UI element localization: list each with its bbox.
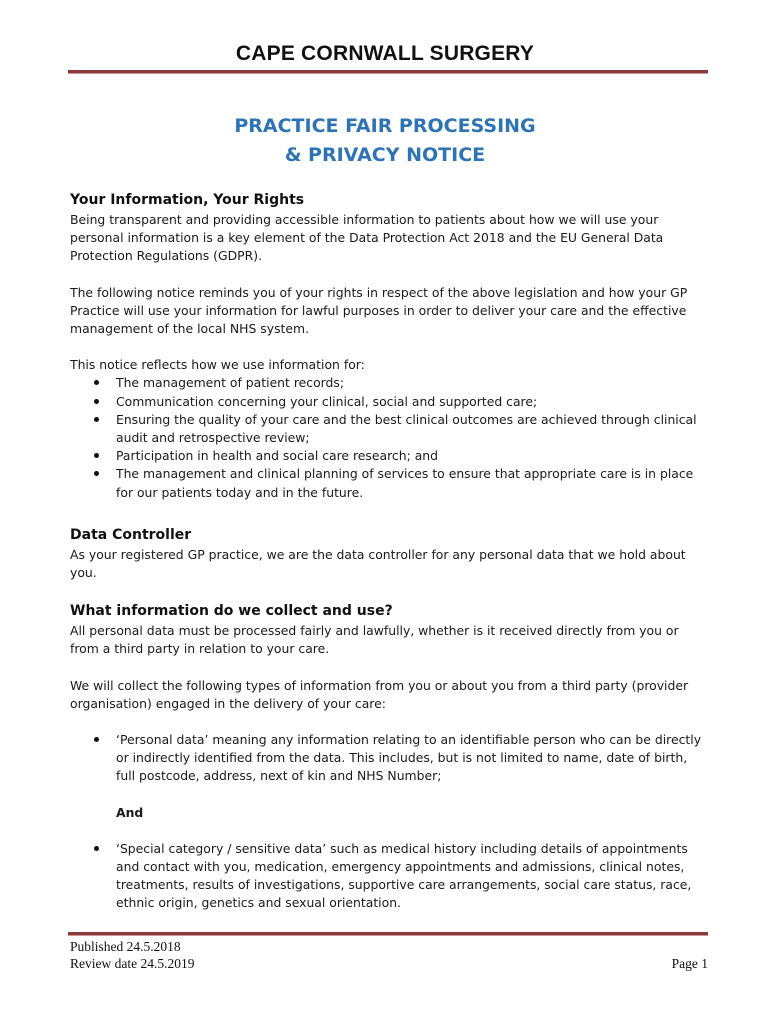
- data-types-list-2: [70, 840, 710, 913]
- header-divider: [68, 70, 708, 74]
- list-item: The management and clinical planning of services to ensure that appropriate care is in place for our patients today and in the future.: [116, 465, 710, 501]
- list-item: Communication concerning your clinical, social and supported care;: [116, 393, 710, 411]
- rights-paragraph-2: The following notice reminds you of your rights in respect of the above legislation and how your GP Practice will use your information for lawful purposes in order to deliver your care and the effective management of the local NHS system.: [70, 284, 688, 337]
- section-heading-collect: What information do we collect and use?: [70, 603, 393, 620]
- and-label: And: [116, 804, 144, 820]
- page-number: Page 1: [671, 956, 708, 971]
- data-types-list: [70, 731, 710, 786]
- controller-paragraph: As your registered GP practice, we are the data controller for any personal data that we hold about you.: [70, 546, 686, 581]
- section-heading-controller: Data Controller: [70, 526, 192, 543]
- document-title: [0, 112, 770, 170]
- published-date: Published 24.5.2018: [70, 939, 181, 954]
- footer-divider: [68, 932, 708, 936]
- document-body: [70, 189, 710, 912]
- footer: [70, 938, 708, 972]
- list-item: Ensuring the quality of your care and the best clinical outcomes are achieved through clinical audit and retrospective review;: [116, 411, 710, 447]
- surgery-name-header: CAPE CORNWALL SURGERY: [235, 42, 535, 65]
- title-line-1: PRACTICE FAIR PROCESSING: [234, 115, 536, 137]
- usage-list: [70, 374, 710, 501]
- rights-paragraph-3: This notice reflects how we use information for:: [70, 357, 365, 373]
- review-date: Review date 24.5.2019: [70, 956, 195, 971]
- list-item: ‘Special category / sensitive data’ such as medical history including details of appointments and contact with you, medication, emergency appointments and admissions, clinical notes, treatments, results of investigations, supportive care arrangements, social care status, race, ethnic origin, genetics and sexual orientation.: [116, 840, 710, 913]
- rights-paragraph-1: Being transparent and providing accessible information to patients about how we will use your personal information is a key element of the Data Protection Act 2018 and the EU General Data Protection Regulations (GDPR).: [70, 212, 664, 264]
- section-heading-rights: Your Information, Your Rights: [70, 192, 305, 208]
- collect-paragraph-1: All personal data must be processed fairly and lawfully, whether is it received directly from you or from a third party in relation to your care.: [70, 623, 679, 657]
- list-item: ‘Personal data’ meaning any information relating to an identifiable person who can be directly or indirectly identified from the data. This includes, but is not limited to name, date of birth, full postcode, address, next of kin and NHS Number;: [116, 731, 710, 786]
- list-item: The management of patient records;: [116, 374, 710, 392]
- title-line-2: & PRIVACY NOTICE: [284, 144, 486, 166]
- list-item: Participation in health and social care research; and: [116, 447, 710, 465]
- collect-paragraph-2: We will collect the following types of information from you or about you from a third party (provider organisation) engaged in the delivery of your care:: [70, 677, 689, 711]
